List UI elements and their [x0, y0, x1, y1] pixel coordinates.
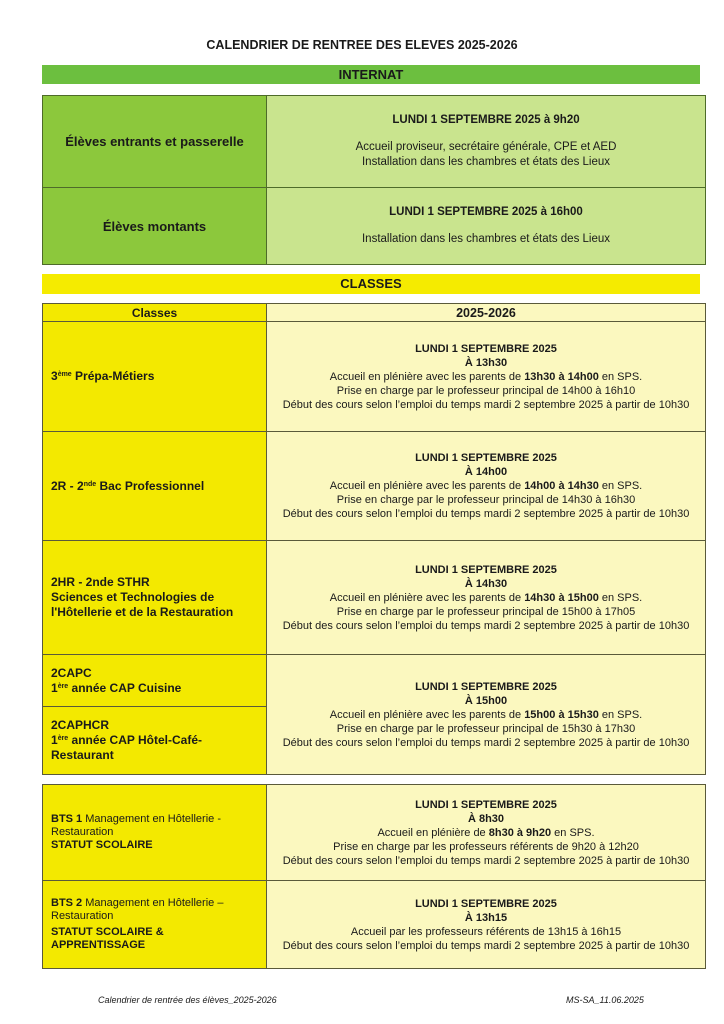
col-header-classes: Classes [43, 304, 267, 322]
classes-table [42, 303, 706, 775]
table-row: 3ème Prépa-Métiers LUNDI 1 SEPTEMBRE 2025 À 13h30 Accueil en plénière avec les parents de 13h30 à 14h00 en SPS. Prise en charge par le professeur principal de 14h00 à 16h10 Début des cours selon l’emploi du temps mardi 2 septembre 2025 à partir de 10h30 [43, 322, 706, 432]
class-label: 3ème Prépa-Métiers [43, 322, 267, 432]
class-label: 2R - 2nde Bac Professionnel [43, 432, 267, 541]
table-row: Élèves montants LUNDI 1 SEPTEMBRE 2025 à 16h00 Installation dans les chambres et états des Lieux [43, 188, 706, 265]
footer-right: MS-SA_11.06.2025 [566, 995, 644, 1005]
table-row: 2HR - 2nde STHR Sciences et Technologies de l'Hôtellerie et de la Restauration LUNDI 1 SEPTEMBRE 2025 À 14h30 Accueil en plénière avec les parents de 14h30 à 15h00 en SPS. Prise en charge par le professeur principal de 15h00 à 17h05 Début des cours selon l’emploi du temps mardi 2 septembre 2025 à partir de 10h30 [43, 541, 706, 655]
row-label: Élèves montants [43, 188, 267, 265]
internat-table [42, 95, 706, 265]
class-label: 2CAPHCR 1ère année CAP Hôtel-Café- Restaurant [43, 707, 267, 775]
table-row: 2CAPC 1ère année CAP Cuisine LUNDI 1 SEPTEMBRE 2025 À 15h00 Accueil en plénière avec les parents de 15h00 à 15h30 en SPS. Prise en charge par le professeur principal de 15h30 à 17h30 Début des cours selon l’emploi du temps mardi 2 septembre 2025 à partir de 10h30 [43, 655, 706, 707]
bts-table [42, 784, 706, 969]
table-row: BTS 2 Management en Hôtellerie – Restauration STATUT SCOLAIRE & APPRENTISSAGE LUNDI 1 SEPTEMBRE 2025 À 13h15 Accueil par les professeurs référents de 13h15 à 16h15 Début des cours selon l’emploi du temps mardi 2 septembre 2025 à partir de 10h30 [43, 881, 706, 969]
classes-header: CLASSES [42, 274, 700, 294]
col-header-year: 2025-2026 [267, 304, 706, 322]
page-title: CALENDRIER DE RENTREE DES ELEVES 2025-2026 [206, 38, 518, 52]
footer-left: Calendrier de rentrée des élèves_2025-2026 [98, 995, 277, 1005]
row-date: LUNDI 1 SEPTEMBRE 2025 à 16h00 [389, 206, 583, 218]
class-label: BTS 1 Management en Hôtellerie - Restauration STATUT SCOLAIRE [43, 785, 267, 881]
class-label: 2CAPC 1ère année CAP Cuisine [43, 655, 267, 707]
table-row: Élèves entrants et passerelle LUNDI 1 SEPTEMBRE 2025 à 9h20 Accueil proviseur, secrétaire générale, CPE et AED Installation dans les chambres et états des Lieux [43, 96, 706, 188]
internat-header: INTERNAT [42, 65, 700, 84]
table-header-row [43, 304, 706, 322]
class-label: 2HR - 2nde STHR Sciences et Technologies de l'Hôtellerie et de la Restauration [43, 541, 267, 655]
row-label: Élèves entrants et passerelle [43, 96, 267, 188]
table-row: BTS 1 Management en Hôtellerie - Restauration STATUT SCOLAIRE LUNDI 1 SEPTEMBRE 2025 À 8h30 Accueil en plénière de 8h30 à 9h20 en SPS. Prise en charge par les professeurs référents de 9h20 à 12h20 Début des cours selon l’emploi du temps mardi 2 septembre 2025 à partir de 10h30 [43, 785, 706, 881]
row-date: LUNDI 1 SEPTEMBRE 2025 à 9h20 [392, 114, 580, 126]
class-label: BTS 2 Management en Hôtellerie – Restauration STATUT SCOLAIRE & APPRENTISSAGE [43, 881, 267, 969]
table-row: 2R - 2nde Bac Professionnel LUNDI 1 SEPTEMBRE 2025 À 14h00 Accueil en plénière avec les parents de 14h00 à 14h30 en SPS. Prise en charge par le professeur principal de 14h30 à 16h30 Début des cours selon l’emploi du temps mardi 2 septembre 2025 à partir de 10h30 [43, 432, 706, 541]
